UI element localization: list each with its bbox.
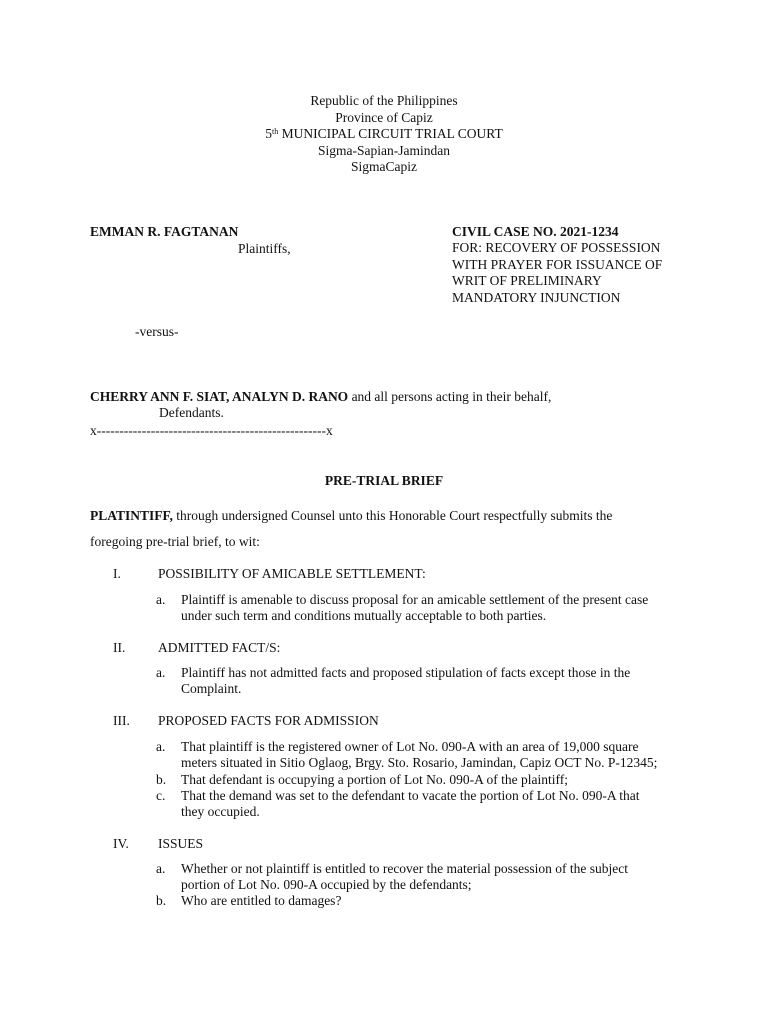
versus-label: -versus- — [135, 324, 179, 339]
item-line: Who are entitled to damages? — [181, 893, 342, 908]
list-item — [181, 592, 681, 624]
intro-line-1 — [90, 508, 612, 524]
section-numeral: I. — [113, 566, 121, 581]
court-header — [0, 93, 768, 176]
item-letter: a. — [156, 592, 166, 607]
item-line: Plaintiff is amenable to discuss proposal for an amicable settlement of the present case — [181, 592, 649, 607]
case-nature-line: MANDATORY INJUNCTION — [452, 289, 621, 305]
item-line: portion of Lot No. 090-A occupied by the defendants; — [181, 877, 472, 892]
header-court-name: MUNICIPAL CIRCUIT TRIAL COURT — [278, 126, 503, 141]
header-court — [0, 126, 768, 143]
item-line: Plaintiff has not admitted facts and proposed stipulation of facts except those in the — [181, 665, 631, 680]
defendants-line — [90, 389, 551, 405]
list-item — [181, 665, 681, 697]
case-nature-line: FOR: RECOVERY OF POSSESSION — [452, 240, 661, 255]
header-circuit: Sigma-Sapian-Jamindan — [318, 142, 450, 158]
item-letter: b. — [156, 893, 167, 908]
header-court-number: 5 — [265, 126, 273, 141]
intro-text: through undersigned Counsel unto this Honorable Court respectfully submits the — [172, 508, 613, 523]
header-republic: Republic of the Philippines — [310, 93, 458, 108]
section-title: POSSIBILITY OF AMICABLE SETTLEMENT: — [158, 566, 426, 581]
item-line: That defendant is occupying a portion of Lot No. 090-A of the plaintiff; — [181, 772, 569, 787]
case-number: CIVIL CASE NO. 2021-1234 — [452, 224, 619, 239]
item-line: Complaint. — [181, 681, 242, 696]
list-item — [181, 772, 681, 788]
item-letter: a. — [156, 861, 166, 876]
plaintiff-role: Plaintiffs, — [238, 241, 291, 256]
item-letter: a. — [156, 739, 166, 754]
list-item — [181, 788, 681, 820]
list-item — [181, 861, 681, 893]
item-line: meters situated in Sitio Oglaog, Brgy. Sto. Rosario, Jamindan, Capiz OCT No. P-12345; — [181, 755, 658, 770]
section-title: PROPOSED FACTS FOR ADMISSION — [158, 713, 379, 728]
item-line: That the demand was set to the defendant to vacate the portion of Lot No. 090-A that — [181, 788, 640, 803]
defendants-role: Defendants. — [159, 405, 224, 420]
document-title: PRE-TRIAL BRIEF — [324, 473, 444, 488]
item-line: That plaintiff is the registered owner of Lot No. 090-A with an area of 19,000 square — [181, 739, 639, 754]
list-item — [181, 893, 681, 909]
header-court-ordinal: th — [272, 127, 279, 136]
section-title: ADMITTED FACT/S: — [158, 640, 281, 655]
item-line: Whether or not plaintiff is entitled to recover the material possession of the subject — [181, 861, 628, 876]
defendants-names: CHERRY ANN F. SIAT, ANALYN D. RANO — [90, 389, 349, 404]
case-nature-line: WITH PRAYER FOR ISSUANCE OF — [452, 256, 663, 272]
item-line: they occupied. — [181, 804, 260, 819]
case-nature — [452, 240, 662, 306]
intro-line-2: foregoing pre-trial brief, to wit: — [90, 534, 260, 549]
header-province: Province of Capiz — [335, 109, 433, 125]
header-location: SigmaCapiz — [351, 159, 417, 174]
intro-party: PLATINTIFF, — [90, 508, 173, 523]
caption-separator: x---------------------------------------------------x — [90, 423, 333, 438]
item-line: under such term and conditions mutually acceptable to both parties. — [181, 608, 547, 623]
section-title: ISSUES — [158, 836, 204, 851]
item-letter: a. — [156, 665, 166, 680]
section-numeral: III. — [113, 713, 130, 728]
defendants-qualifier: and all persons acting in their behalf, — [348, 389, 552, 404]
section-numeral: IV. — [113, 836, 129, 851]
item-letter: c. — [156, 788, 166, 803]
section-numeral: II. — [113, 640, 126, 655]
list-item — [181, 739, 681, 771]
plaintiff-name: EMMAN R. FAGTANAN — [90, 224, 239, 239]
case-nature-line: WRIT OF PRELIMINARY — [452, 273, 602, 288]
item-letter: b. — [156, 772, 167, 787]
